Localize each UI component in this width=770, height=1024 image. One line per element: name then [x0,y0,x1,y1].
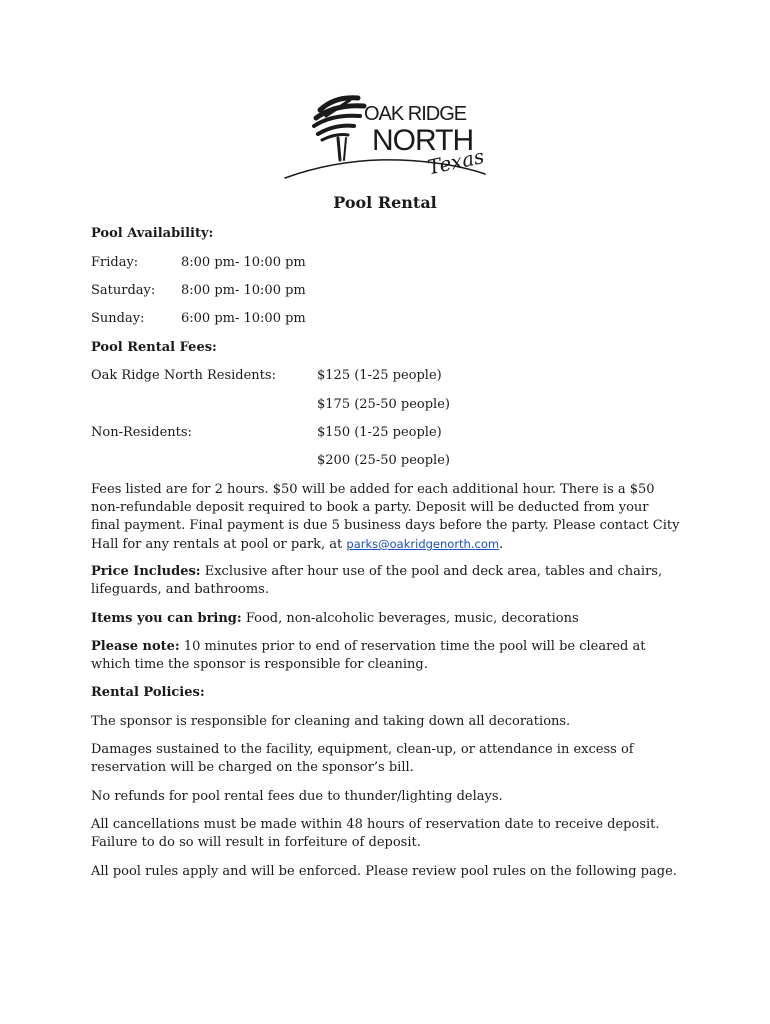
resident-label: Oak Ridge North Residents: [91,368,276,383]
availability-time: 6:00 pm- 10:00 pm [181,311,306,326]
logo-line-north: NORTH [372,124,474,157]
please-note-text: 10 minutes prior to end of reservation time the pool will be cleared at which time the sponsor is responsible for cleaning. [91,639,646,672]
fees-note-end: . [499,537,504,552]
please-note-paragraph [91,638,681,674]
items-text: Food, non-alcoholic beverages, music, decorations [241,611,579,626]
availability-heading: Pool Availability: [91,226,214,241]
availability-day: Sunday: [91,311,145,326]
policy-item: All cancellations must be made within 48 hours of reservation date to receive deposit. Failure to do so will result in forfeiture of deposit. [91,817,660,850]
resident-fee: $125 (1-25 people) [317,368,442,383]
fees-heading: Pool Rental Fees: [91,340,217,355]
policy-item: All pool rules apply and will be enforced. Please review pool rules on the following page. [91,864,677,879]
policy-item: Damages sustained to the facility, equipment, clean-up, or attendance in excess of reservation will be charged on the sponsor’s bill. [91,742,634,775]
availability-day: Friday: [91,255,139,270]
oak-ridge-north-logo [280,88,490,184]
policy-item: No refunds for pool rental fees due to thunder/lighting delays. [91,789,503,804]
price-includes-label: Price Includes: [91,564,201,579]
email-link[interactable]: parks@oakridgenorth.com [346,537,500,551]
resident-fee: $175 (25-50 people) [317,397,450,412]
items-paragraph [91,610,681,628]
fees-note-text: Fees listed are for 2 hours. $50 will be added for each additional hour. There is a $50 non-refundable deposit required to book a party. Deposit will be deducted from your final payment. Final payment is due 5 business days before the party. Please contact City Hall for any rentals at pool or park, at [91,482,680,552]
policy-item: The sponsor is responsible for cleaning and taking down all decorations. [91,714,571,729]
nonresident-label: Non-Residents: [91,425,192,440]
items-label: Items you can bring: [91,611,242,626]
availability-day: Saturday: [91,283,156,298]
availability-time: 8:00 pm- 10:00 pm [181,255,306,270]
logo-line-oak-ridge: OAK RIDGE [364,103,467,125]
page-title: Pool Rental [333,193,437,212]
please-note-label: Please note: [91,639,180,654]
nonresident-fee: $150 (1-25 people) [317,425,442,440]
policies-heading: Rental Policies: [91,685,205,700]
nonresident-fee: $200 (25-50 people) [317,453,450,468]
fees-note-paragraph [91,481,681,554]
logo-line-texas: Texas [425,144,487,180]
availability-time: 8:00 pm- 10:00 pm [181,283,306,298]
price-includes-paragraph [91,563,681,599]
price-includes-text: Exclusive after hour use of the pool and deck area, tables and chairs, lifeguards, and bathrooms. [91,564,663,597]
